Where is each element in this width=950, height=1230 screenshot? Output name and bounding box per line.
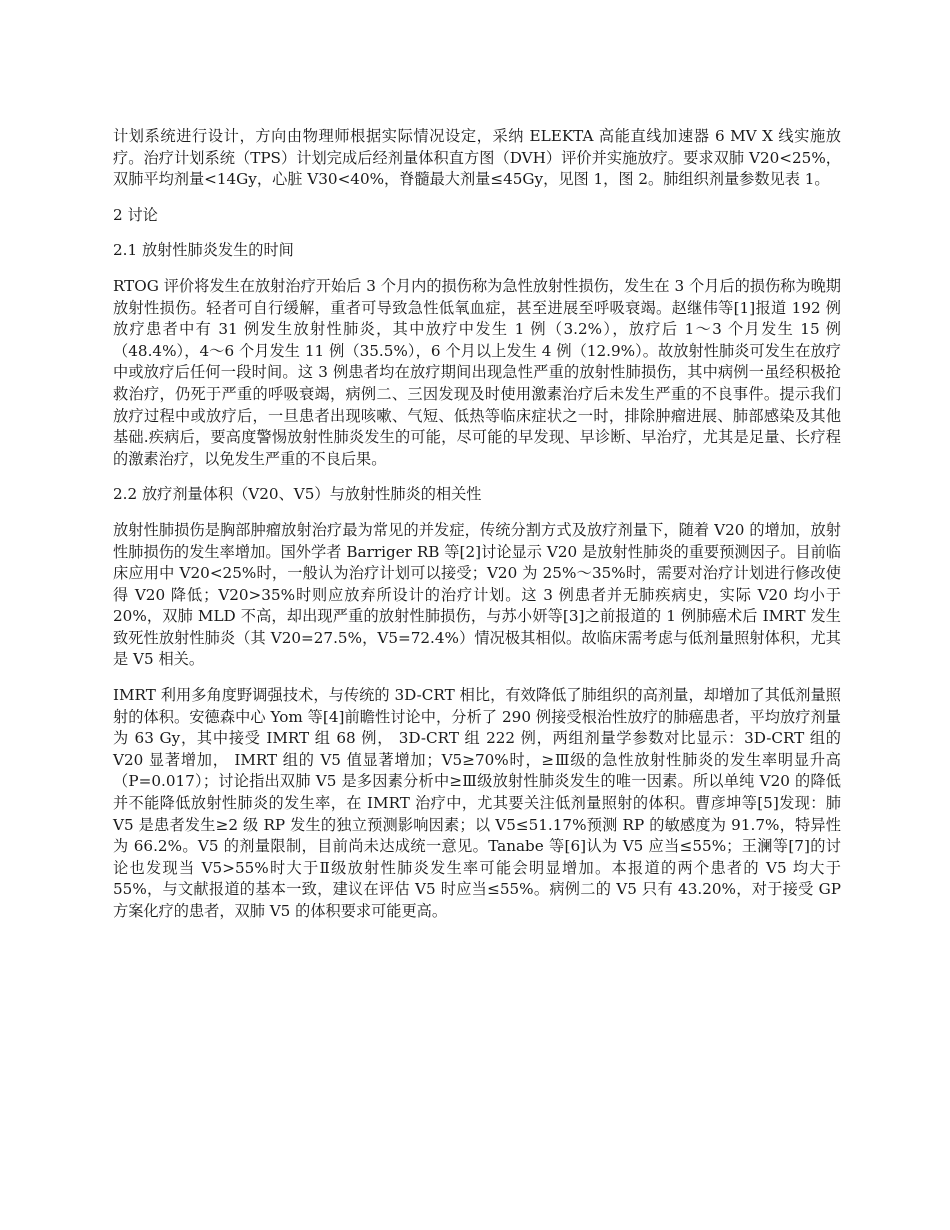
section-2-2-paragraph-1: 放射性肺损伤是胸部肿瘤放射治疗最为常见的并发症，传统分割方式及放疗剂量下，随着 V20 的增加，放射性肺损伤的发生率增加。国外学者 Barriger RB 等[2]讨论显示 V20 是放射性肺炎的重要预测因子。目前临床应用中 V20<25%时，一般认为治疗计划可以接受；V20 为 25%～35%时，需要对治疗计划进行修改使得 V20 降低；V20>35%时则应放弃所设计的治疗计划。这 3 例患者并无肺疾病史，实际 V20 均小于 20%，双肺 MLD 不高，却出现严重的放射性肺损伤，与苏小妍等[3]之前报道的 1 例肺癌术后 IMRT 发生致死性放射性肺炎（其 V20=27.5%，V5=72.4%）情况极其相似。故临床需考虑与低剂量照射体积，尤其是 V5 相关。 <box>113 520 841 669</box>
section-2-1-heading: 2.1 放射性肺炎发生的时间 <box>113 241 294 260</box>
section-2-heading: 2 讨论 <box>113 205 158 224</box>
section-2-2-heading: 2.2 放疗剂量体积（V20、V5）与放射性肺炎的相关性 <box>113 485 482 504</box>
intro-paragraph: 计划系统进行设计，方向由物理师根据实际情况设定，采纳 ELEKTA 高能直线加速器 6 MV X 线实施放疗。治疗计划系统（TPS）计划完成后经剂量体积直方图（DVH）评价并实施放疗。要求双肺 V20<25%，双肺平均剂量<14Gy，心脏 V30<40%，脊髓最大剂量≤45Gy，见图 1，图 2。肺组织剂量参数见表 1。 <box>113 127 841 189</box>
section-2-2-paragraph-2: IMRT 利用多角度野调强技术，与传统的 3D-CRT 相比，有效降低了肺组织的高剂量，却增加了其低剂量照射的体积。安德森中心 Yom 等[4]前瞻性讨论中，分析了 290 例接受根治性放疗的肺癌患者，平均放疗剂量为 63 Gy，其中接受 IMRT 组 68 例， 3D-CRT 组 222 例，两组剂量学参数对比显示：3D-CRT 组的 V20 显著增加， IMRT 组的 V5 值显著增加；V5≥70%时，≥Ⅲ级的急性放射性肺炎的发生率明显升高（P=0.017）；讨论指出双肺 V5 是多因素分析中≥Ⅲ级放射性肺炎发生的唯一因素。所以单纯 V20 的降低并不能降低放射性肺炎的发生率，在 IMRT 治疗中，尤其要关注低剂量照射的体积。曹彦坤等[5]发现：肺 V5 是患者发生≥2 级 RP 发生的独立预测影响因素；以 V5≤51.17%预测 RP 的敏感度为 91.7%，特异性为 66.2%。V5 的剂量限制，目前尚未达成统一意见。Tanabe 等[6]认为 V5 应当≤55%；王澜等[7]的讨论也发现当 V5>55%时大于Ⅱ级放射性肺炎发生率可能会明显增加。本报道的两个患者的 V5 均大于 55%，与文献报道的基本一致，建议在评估 V5 时应当≤55%。病例二的 V5 只有 43.20%，对于接受 GP 方案化疗的患者，双肺 V5 的体积要求可能更高。 <box>113 686 841 920</box>
section-2-1-paragraph: RTOG 评价将发生在放射治疗开始后 3 个月内的损伤称为急性放射性损伤，发生在 3 个月后的损伤称为晚期放射性损伤。轻者可自行缓解，重者可导致急性低氧血症，甚至进展至呼吸衰竭。赵继伟等[1]报道 192 例放疗患者中有 31 例发生放射性肺炎，其中放疗中发生 1 例（3.2%），放疗后 1～3 个月发生 15 例（48.4%），4～6 个月发生 11 例（35.5%），6 个月以上发生 4 例（12.9%）。故放射性肺炎可发生在放疗中或放疗后任何一段时间。这 3 例患者均在放疗期间出现急性严重的放射性肺损伤，其中病例一虽经积极抢救治疗，仍死于严重的呼吸衰竭，病例二、三因发现及时使用激素治疗后未发生严重的不良事件。提示我们放疗过程中或放疗后，一旦患者出现咳嗽、气短、低热等临床症状之一时，排除肿瘤进展、肺部感染及其他基础.疾病后，要高度警惕放射性肺炎发生的可能，尽可能的早发现、早诊断、早治疗，尤其是足量、长疗程的激素治疗，以免发生严重的不良后果。 <box>113 276 841 468</box>
document-page <box>113 126 841 937</box>
